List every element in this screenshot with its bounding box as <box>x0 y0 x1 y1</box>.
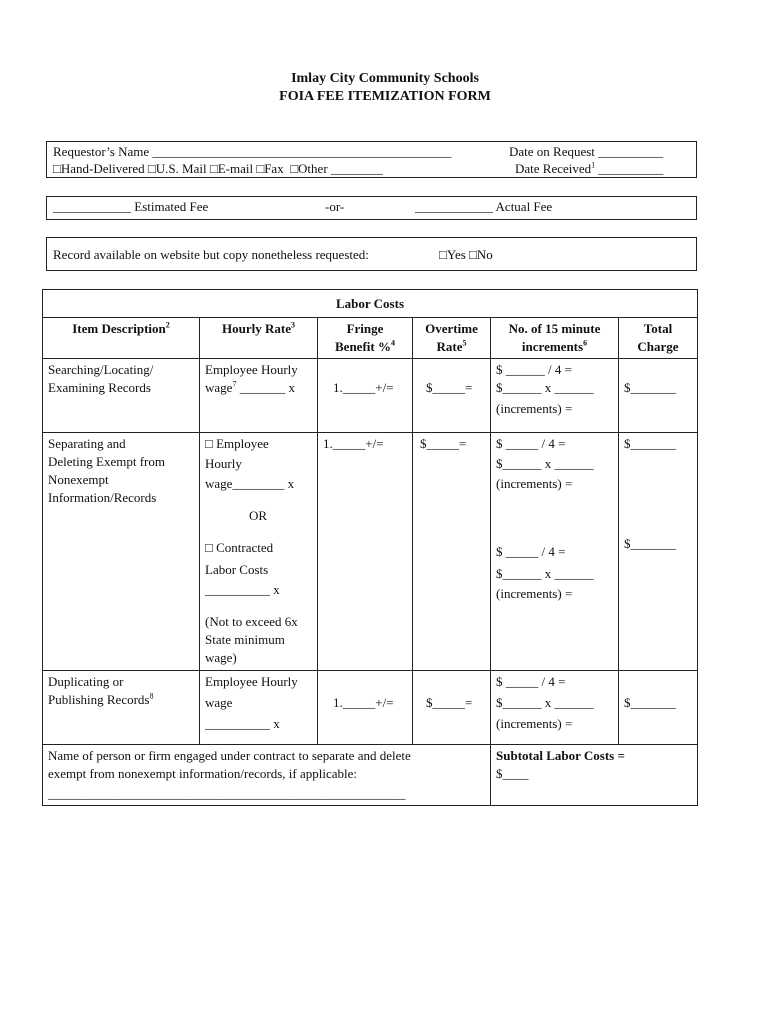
row3-overtime[interactable]: $_____= <box>413 671 491 745</box>
actual-fee-field[interactable]: ____________ Actual Fee <box>415 199 553 214</box>
table-row <box>43 359 698 433</box>
header-item-description: Item Description$^2$ <box>43 318 200 359</box>
labor-costs-table <box>42 289 698 806</box>
row2-total[interactable]: $_______ $_______ <box>619 433 698 671</box>
header-fringe-benefit: Fringe Benefit %$^4$ <box>318 318 413 359</box>
row2-overtime[interactable]: $_____= <box>413 433 491 671</box>
header-hourly-rate: Hourly Rate$^3$ <box>200 318 318 359</box>
table-row <box>43 671 698 745</box>
subtotal-cell <box>491 745 698 806</box>
row3-total[interactable]: $_______ <box>619 671 698 745</box>
subtotal-label: Subtotal Labor Costs = <box>496 748 625 763</box>
fee-or-label: -or- <box>325 199 345 214</box>
date-on-request-field[interactable]: Date on Request __________ <box>509 144 664 159</box>
row1-rate[interactable]: Employee Hourly wage$^7$ _______ x <box>200 359 318 433</box>
header-increments: No. of 15 minute increments$^6$ <box>491 318 619 359</box>
website-question: Record available on website but copy nonetheless requested: <box>53 247 369 262</box>
row3-fringe[interactable]: 1._____+/= <box>318 671 413 745</box>
org-name: Imlay City Community Schools <box>291 71 479 86</box>
table-row <box>43 433 698 671</box>
row2-increments[interactable]: $ _____ / 4 = $______ x ______ (increments) = $ _____ / 4 = $______ x ______ (increments) = <box>491 433 619 671</box>
contractor-name-line[interactable]: _______________________________________________________ <box>48 786 406 801</box>
date-received-field[interactable] <box>515 161 663 177</box>
requestor-box <box>46 141 697 178</box>
row3-rate[interactable]: Employee Hourly wage __________ x <box>200 671 318 745</box>
fee-box <box>46 196 697 220</box>
contractor-name-cell[interactable]: Name of person or firm engaged under contract to separate and delete exempt from nonexempt information/records, if applicable: _______________________________________________________ <box>43 745 491 806</box>
row1-increments[interactable]: $ ______ / 4 = $______ x ______ (increments) = <box>491 359 619 433</box>
footnote-1: 1 <box>591 160 596 170</box>
date-received-blank: __________ <box>595 161 664 176</box>
header-total-charge: Total Charge <box>619 318 698 359</box>
row2-item: Separating and Deleting Exempt from Nonexempt Information/Records <box>43 433 200 671</box>
website-yes-no-options[interactable]: □Yes □No <box>439 247 493 262</box>
row2-fringe[interactable]: 1._____+/= <box>318 433 413 671</box>
row1-item: Searching/Locating/ Examining Records <box>43 359 200 433</box>
date-received-label: Date Received <box>515 161 592 176</box>
contracted-labor-checkbox[interactable]: □ Contracted <box>205 540 274 555</box>
row1-fringe[interactable]: 1._____+/= <box>318 359 413 433</box>
form-title: FOIA FEE ITEMIZATION FORM <box>279 89 491 104</box>
table-row <box>43 745 698 806</box>
labor-costs-title: Labor Costs <box>43 290 698 318</box>
delivery-method-options[interactable]: □Hand-Delivered □U.S. Mail □E-mail □Fax □Other ________ <box>53 161 383 176</box>
row3-increments[interactable]: $ _____ / 4 = $______ x ______ (increments) = <box>491 671 619 745</box>
row1-total[interactable]: $_______ <box>619 359 698 433</box>
row3-item: Duplicating or Publishing Records$^8$ <box>43 671 200 745</box>
employee-hourly-checkbox[interactable]: □ Employee <box>205 436 269 451</box>
row2-rate[interactable]: □ Employee Hourly wage________ x OR □ Contracted Labor Costs __________ x (Not to exceed 6x State minimum wage) <box>200 433 318 671</box>
website-box <box>46 237 697 271</box>
row1-overtime[interactable]: $_____= <box>413 359 491 433</box>
estimated-fee-field[interactable]: ____________ Estimated Fee <box>53 199 209 214</box>
header-overtime-rate: Overtime Rate$^5$ <box>413 318 491 359</box>
subtotal-value[interactable]: $____ <box>496 766 529 781</box>
requestor-name-field[interactable]: Requestor’s Name ______________________________________________ <box>53 144 452 159</box>
